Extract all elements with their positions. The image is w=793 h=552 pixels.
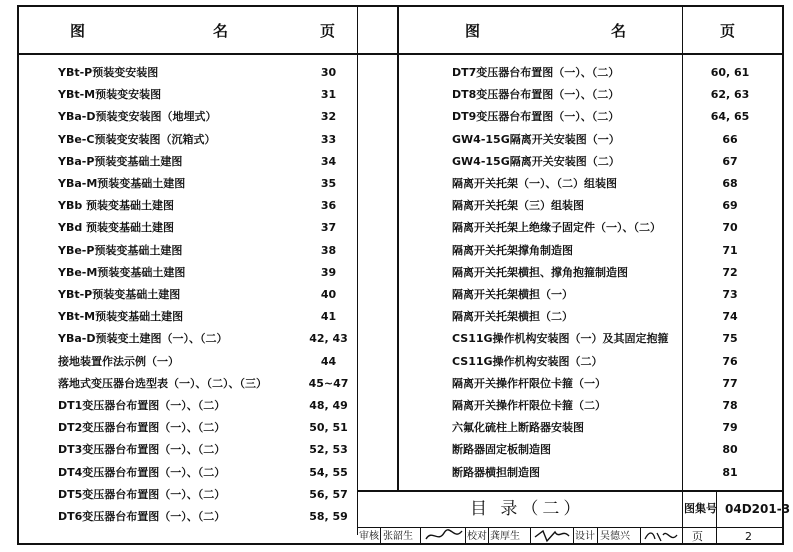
index-row-title: 隔离开关托架横担、撑角抱箍制造图 xyxy=(452,265,628,279)
index-row-title: YBb 预装变基础土建图 xyxy=(58,199,175,213)
index-row-page: 39 xyxy=(320,265,337,279)
sig-div-5 xyxy=(530,527,531,545)
index-row xyxy=(58,485,357,505)
review-label: 审核 xyxy=(359,531,379,542)
index-row-page: 60, 61 xyxy=(710,66,750,79)
index-row-title: YBa-M预装变基础土建图 xyxy=(58,177,186,190)
index-row-page: 31 xyxy=(320,88,337,102)
atlas-number-label: 图集号 xyxy=(684,502,717,515)
index-row-page: 42, 43 xyxy=(309,332,348,346)
page-number: 2 xyxy=(745,530,752,543)
index-row xyxy=(452,463,760,483)
index-row-title: 隔离开关托架横担（二） xyxy=(452,310,573,324)
index-row xyxy=(58,196,357,216)
left-header-figure: 图 xyxy=(70,22,86,40)
index-row-title: DT9变压器台布置图（一）、（二） xyxy=(452,110,620,124)
sig-div-2 xyxy=(420,527,421,545)
index-row-page: 52, 53 xyxy=(309,443,348,457)
index-row xyxy=(452,352,760,372)
index-row-title: YBe-P预装变基础土建图 xyxy=(58,243,183,257)
index-row xyxy=(452,63,760,83)
index-row xyxy=(452,107,760,127)
index-row-title: YBt-P预装变基础土建图 xyxy=(58,288,181,301)
index-row-page: 41 xyxy=(320,310,337,324)
index-row-title: CS11G操作机构安装图（二） xyxy=(452,354,603,368)
index-row xyxy=(452,263,760,283)
index-row-page: 77 xyxy=(722,376,738,390)
index-row-page: 56, 57 xyxy=(309,487,348,501)
index-row-title: YBa-D预装变安装图（地埋式） xyxy=(58,110,217,124)
index-row-title: 隔离开关操作杆限位卡箍（二） xyxy=(452,399,606,412)
sig-div-4 xyxy=(488,527,489,545)
index-row-page: 72 xyxy=(722,265,738,279)
index-row-title: YBt-M预装变安装图 xyxy=(58,88,162,102)
checker-signature-scribble xyxy=(533,527,571,545)
index-row-page: 58, 59 xyxy=(309,510,348,523)
index-row-page: 68 xyxy=(722,177,738,190)
index-row xyxy=(58,152,357,172)
index-row-page: 79 xyxy=(722,421,738,435)
index-row xyxy=(452,285,760,305)
index-row-page: 54, 55 xyxy=(309,465,348,479)
design-label: 设计 xyxy=(575,531,595,542)
reviewer-signature-scribble xyxy=(424,527,464,545)
header-rule xyxy=(17,53,784,55)
index-row xyxy=(452,396,760,416)
checker-name: 龚厚生 xyxy=(490,531,520,542)
index-row xyxy=(58,374,357,394)
index-row-title: 接地装置作法示例（一） xyxy=(58,354,179,368)
index-row-page: 66 xyxy=(722,132,738,146)
index-row-title: YBe-C预装变安装图（沉箱式） xyxy=(58,132,216,146)
index-row-page: 36 xyxy=(320,199,337,213)
index-row-page: 44 xyxy=(320,354,337,368)
title-block-divider-2 xyxy=(716,490,717,545)
index-row-title: 隔离开关托架上绝缘子固定件（一）、（二） xyxy=(452,221,661,235)
index-row xyxy=(452,241,760,261)
index-row-page: 48, 49 xyxy=(309,399,348,412)
index-row xyxy=(58,130,357,150)
index-row-page: 80 xyxy=(722,443,738,457)
index-row-page: 75 xyxy=(722,332,738,346)
index-row-page: 74 xyxy=(722,310,738,324)
right-header-name: 名 xyxy=(611,22,627,40)
right-header-figure: 图 xyxy=(465,22,481,40)
index-row xyxy=(58,352,357,372)
index-row xyxy=(58,418,357,438)
index-row xyxy=(58,63,357,83)
sig-div-8 xyxy=(640,527,641,545)
designer-name: 吴德兴 xyxy=(600,531,630,542)
index-row xyxy=(58,218,357,238)
index-row-page: 38 xyxy=(320,243,337,257)
index-row xyxy=(58,507,357,527)
index-row xyxy=(58,329,357,349)
page-label: 页 xyxy=(692,530,703,543)
index-row-page: 70 xyxy=(722,221,738,235)
index-row-page: 73 xyxy=(722,288,738,301)
index-row xyxy=(58,241,357,261)
index-row xyxy=(58,440,357,460)
index-row-title: YBt-P预装变安装图 xyxy=(58,66,159,79)
index-row-title: DT4变压器台布置图（一）、（二） xyxy=(58,465,226,479)
index-row xyxy=(452,196,760,216)
index-row-title: 六氟化硫柱上断路器安装图 xyxy=(452,421,584,435)
index-row-title: 落地式变压器台选型表（一）、（二）、（三） xyxy=(58,376,267,390)
index-row-title: YBt-M预装变基础土建图 xyxy=(58,310,184,324)
index-row-page: 34 xyxy=(320,154,337,168)
designer-signature xyxy=(643,527,681,548)
index-row-page: 32 xyxy=(320,110,337,124)
index-row-page: 50, 51 xyxy=(309,421,348,435)
index-row-title: 隔离开关托架（一）、（二）组装图 xyxy=(452,177,617,190)
index-row xyxy=(58,263,357,283)
index-row xyxy=(58,85,357,105)
sig-div-6 xyxy=(573,527,574,545)
title-block-title: 目 录（二） xyxy=(470,499,585,519)
index-row-title: DT6变压器台布置图（一）、（二） xyxy=(58,510,226,523)
index-row-title: 隔离开关托架横担（一） xyxy=(452,288,573,301)
index-row-title: DT5变压器台布置图（一）、（二） xyxy=(58,487,226,501)
left-header-page: 页 xyxy=(320,22,336,40)
index-row-page: 78 xyxy=(722,399,738,412)
index-row xyxy=(58,174,357,194)
index-row-page: 69 xyxy=(722,199,738,213)
index-row-title: YBd 预装变基础土建图 xyxy=(58,221,175,235)
index-row-page: 67 xyxy=(722,154,738,168)
index-row xyxy=(58,396,357,416)
index-row xyxy=(452,218,760,238)
index-row-title: DT2变压器台布置图（一）、（二） xyxy=(58,421,226,435)
right-header-page: 页 xyxy=(720,22,736,40)
index-row-page: 30 xyxy=(320,66,337,79)
index-row xyxy=(58,285,357,305)
reviewer-name: 张韶生 xyxy=(383,531,413,542)
index-row-title: YBa-D预装变土建图（一）、（二） xyxy=(58,332,228,346)
reviewer-signature xyxy=(424,527,464,548)
sig-div-1 xyxy=(380,527,381,545)
index-row xyxy=(452,440,760,460)
index-row-page: 45~47 xyxy=(308,376,349,390)
index-row-title: 断路器横担制造图 xyxy=(452,465,540,479)
index-row-title: DT8变压器台布置图（一）、（二） xyxy=(452,88,620,102)
index-row xyxy=(452,418,760,438)
index-row-title: YBa-P预装变基础土建图 xyxy=(58,154,183,168)
index-row-title: GW4-15G隔离开关安装图（二） xyxy=(452,154,620,168)
sig-div-3 xyxy=(465,527,466,545)
center-divider xyxy=(397,5,399,490)
index-row xyxy=(452,85,760,105)
index-row-page: 81 xyxy=(722,465,738,479)
title-block-divider-1 xyxy=(682,490,683,545)
index-row-page: 64, 65 xyxy=(710,110,750,124)
check-label: 校对 xyxy=(467,531,487,542)
index-row-page: 62, 63 xyxy=(710,88,750,102)
atlas-number: 04D201-3 xyxy=(725,502,791,516)
index-row-title: 隔离开关托架撑角制造图 xyxy=(452,243,573,257)
index-row xyxy=(452,374,760,394)
index-row-title: DT1变压器台布置图（一）、（二） xyxy=(58,399,226,412)
index-row-page: 37 xyxy=(320,221,337,235)
index-row-title: DT7变压器台布置图（一）、（二） xyxy=(452,66,620,79)
index-row xyxy=(452,174,760,194)
index-row-title: GW4-15G隔离开关安装图（一） xyxy=(452,132,620,146)
index-row-title: 隔离开关托架（三）组装图 xyxy=(452,199,584,213)
left-header-name: 名 xyxy=(213,22,229,40)
index-row-page: 40 xyxy=(320,288,337,301)
index-row xyxy=(58,307,357,327)
index-row xyxy=(452,152,760,172)
index-row xyxy=(58,107,357,127)
index-row xyxy=(452,329,760,349)
index-row-page: 71 xyxy=(722,243,738,257)
index-row-title: 断路器固定板制造图 xyxy=(452,443,551,457)
checker-signature xyxy=(533,527,571,548)
index-row-page: 33 xyxy=(320,132,337,146)
sig-div-7 xyxy=(597,527,598,545)
index-row xyxy=(452,307,760,327)
left-page-col-divider xyxy=(357,5,358,535)
designer-signature-scribble xyxy=(643,527,681,545)
index-row xyxy=(452,130,760,150)
index-row-page: 76 xyxy=(722,354,738,368)
index-row-title: DT3变压器台布置图（一）、（二） xyxy=(58,443,226,457)
index-row-title: CS11G操作机构安装图（一）及其固定抱箍 xyxy=(452,332,669,346)
index-row-title: 隔离开关操作杆限位卡箍（一） xyxy=(452,376,606,390)
index-row xyxy=(58,463,357,483)
index-row-page: 35 xyxy=(320,177,337,190)
title-block-top-rule xyxy=(357,490,784,492)
index-row-title: YBe-M预装变基础土建图 xyxy=(58,265,186,279)
